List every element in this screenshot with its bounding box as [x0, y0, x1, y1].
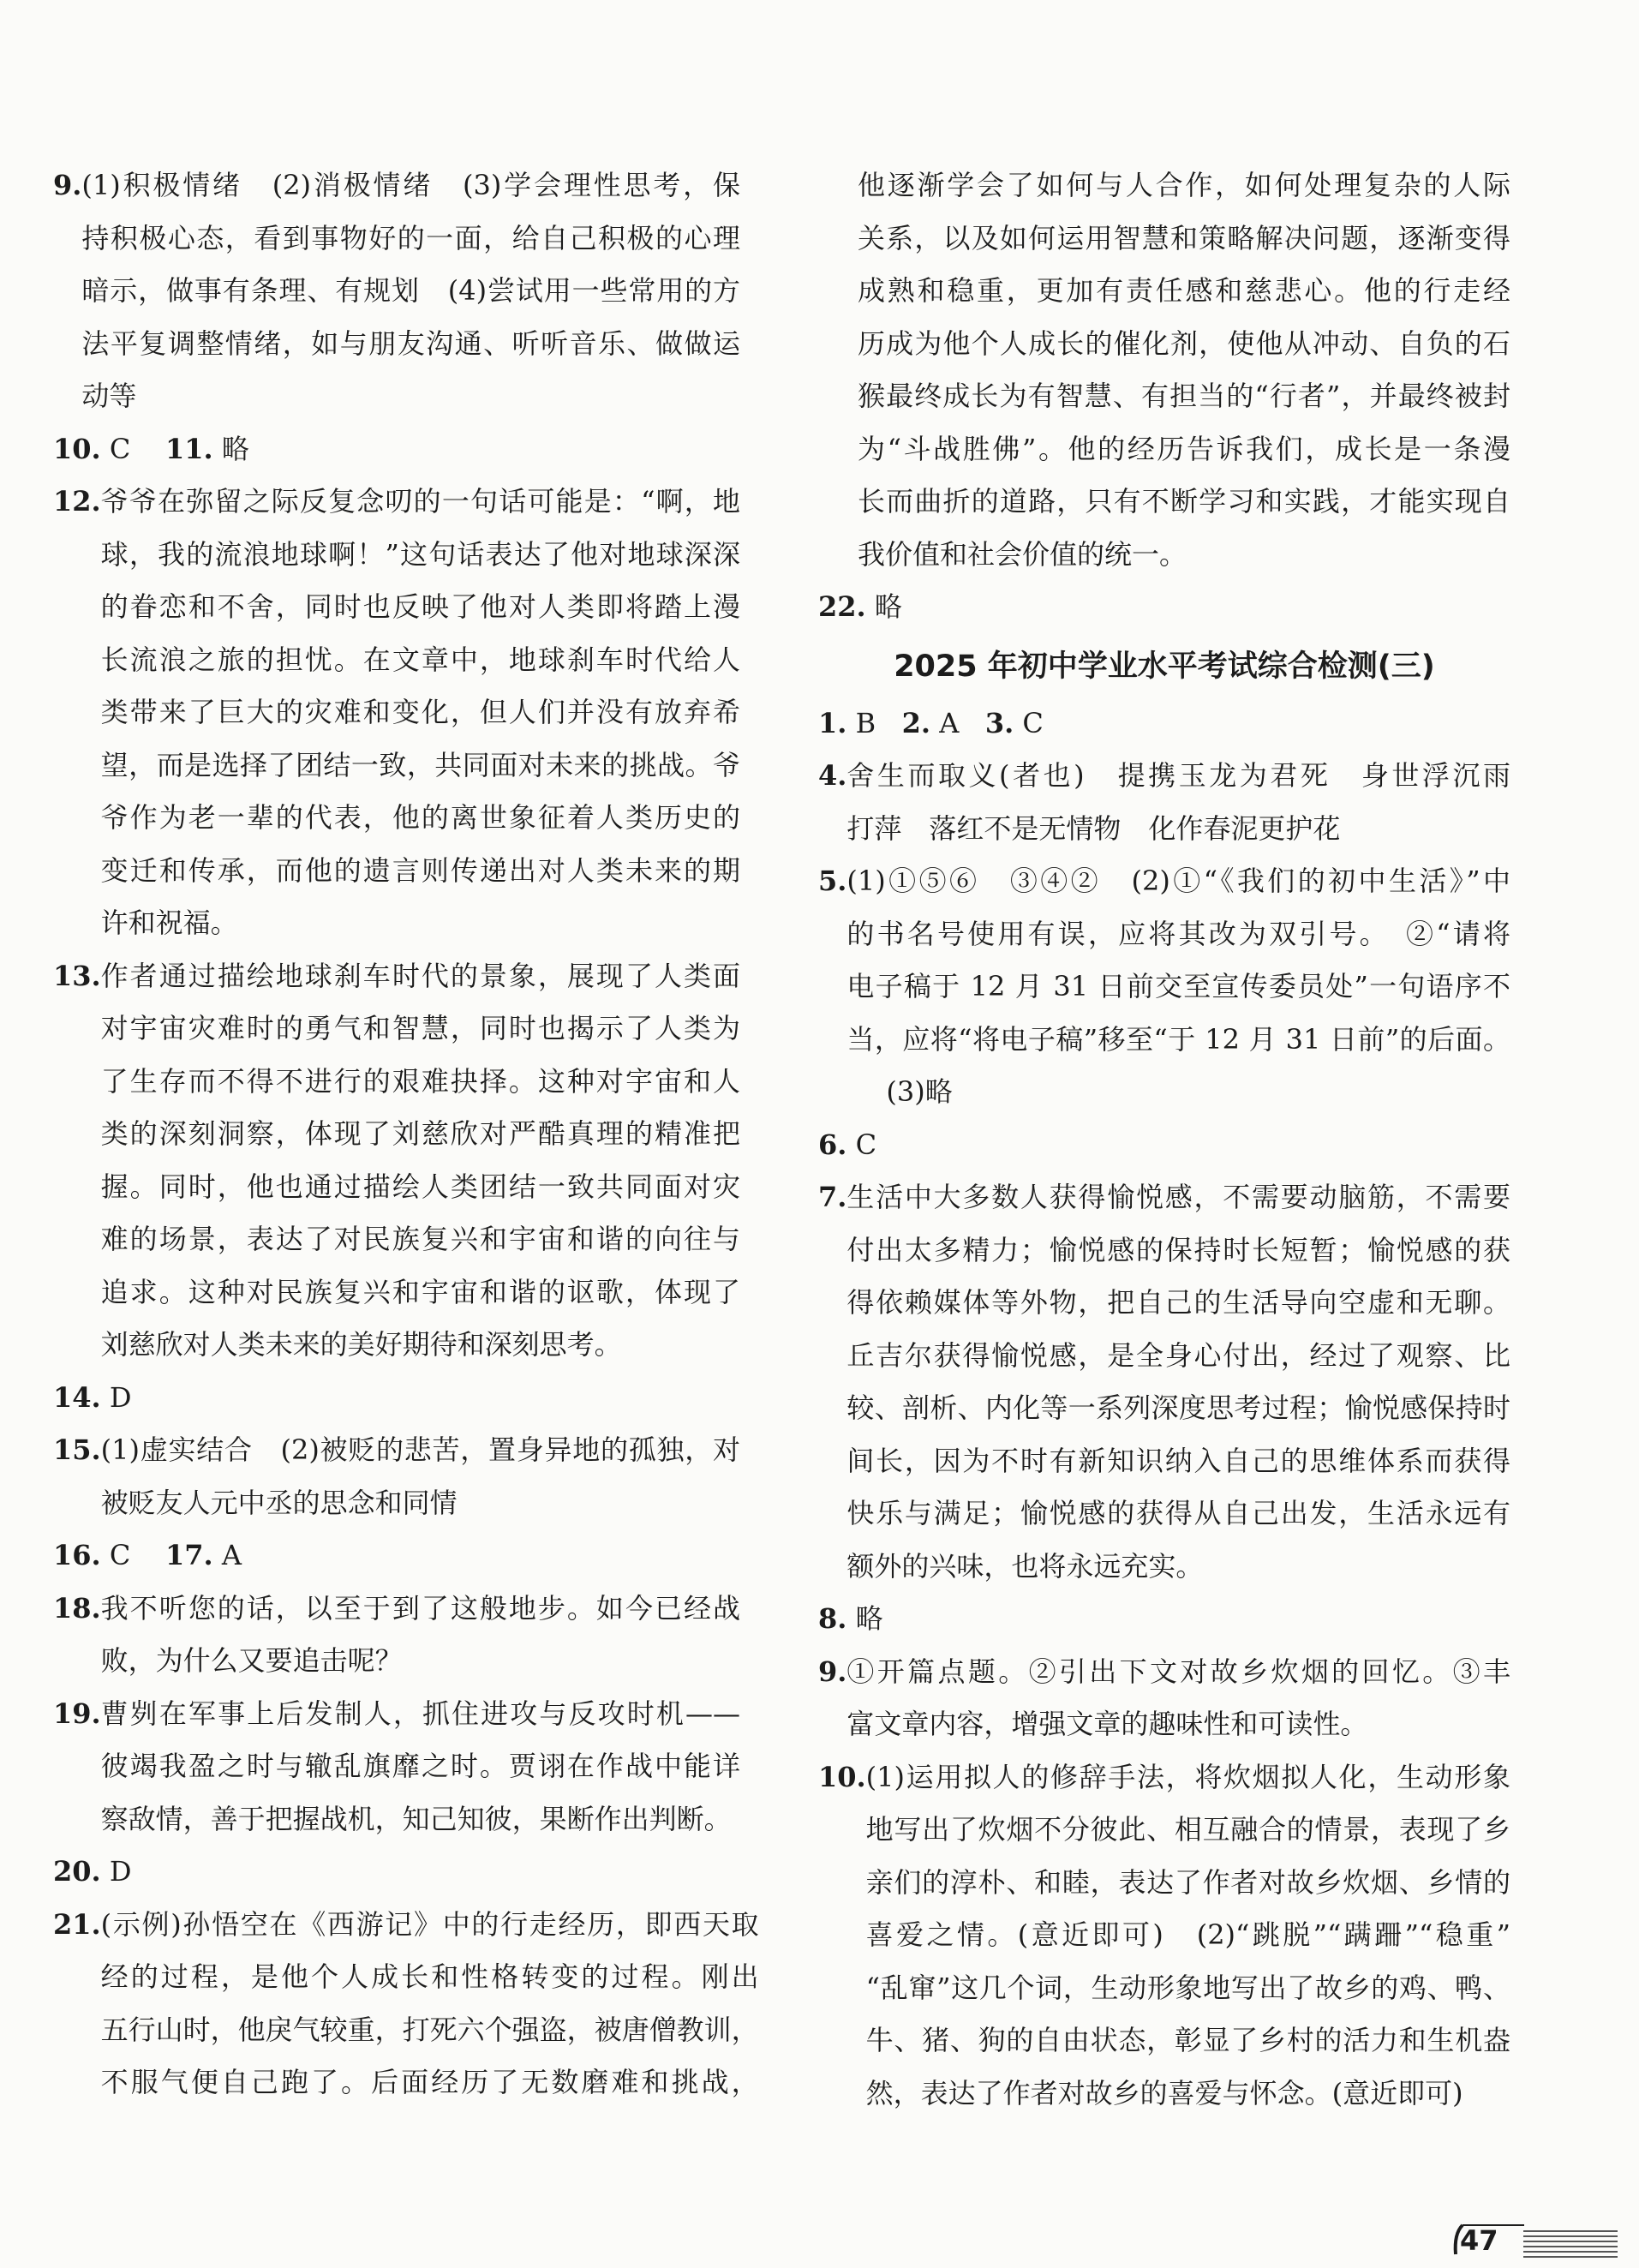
- answer-number: 13.: [53, 959, 101, 992]
- answer-10-exam3: [818, 1751, 1510, 2121]
- answer-number: 1.: [818, 706, 847, 739]
- answer-7: [818, 1171, 1510, 1593]
- answer-15: [53, 1424, 740, 1529]
- answer-number: 5.: [818, 865, 847, 897]
- answer-text: A: [939, 706, 960, 739]
- answer-number: 7.: [818, 1181, 847, 1213]
- answer-number: 10.: [818, 1760, 866, 1793]
- answer-number: 6.: [818, 1128, 847, 1161]
- answer-number: 12.: [53, 485, 101, 518]
- answer-21: [53, 1899, 759, 2109]
- answer-text: A: [221, 1539, 242, 1571]
- decorative-stripes-icon: [1523, 2228, 1618, 2260]
- page-number: 47: [1460, 2224, 1498, 2257]
- section-title: 2025 年初中学业水平考试综合检测(三): [894, 649, 1435, 684]
- answer-number: 20.: [53, 1855, 101, 1888]
- answer-text: 生活中大多数人获得愉悦感，不需要动脑筋，不需要 付出太多精力；愉悦感的保持时长短暂；愉悦感的获 得依赖媒体等外物，把自己的生活导向空虚和无聊。 丘吉尔获得愉悦感，是全身心付出，经过了观察、比 较、剖析、内化等一系列深度思考过程；愉悦感保持时 间长，因为不时有新知识纳入自己的思维体系而获得 快乐与满足；愉悦感的获得从自己出发，生活永远有 额外的兴味，也将永远充实。: [846, 1181, 1510, 1583]
- answer-text: 爷爷在弥留之际反复念叨的一句话可能是：“啊，地 球，我的流浪地球啊！”这句话表达了他对地球深深 的眷恋和不舍，同时也反映了他对人类即将踏上漫 长流浪之旅的担忧。在文章中，地球刹车时代给人 类带来了巨大的灾难和变化，但人们并没有放弃希 望，而是选择了团结一致，共同面对未来的挑战。爷 爷作为老一辈的代表，他的离世象征着人类历史的 变迁和传承，而他的遗言则传递出对人类未来的期 许和祝福。: [100, 485, 740, 939]
- answer-13: [53, 950, 740, 1372]
- answer-number: 10.: [53, 432, 101, 465]
- answer-4: [818, 750, 1510, 855]
- answer-10-11: [53, 423, 740, 476]
- answer-number: 21.: [53, 1907, 101, 1941]
- answer-text: 略: [221, 432, 249, 465]
- answer-text: 我不听您的话，以至于到了这般地步。如今已经战 败，为什么又要追击呢？: [100, 1591, 740, 1677]
- answer-text: 曹刿在军事上后发制人，抓住进攻与反攻时机—— 彼竭我盈之时与辙乱旗靡之时。贾诩在作战中能详 察敌情，善于把握战机，知己知彼，果断作出判断。: [100, 1697, 740, 1835]
- answer-text: 作者通过描绘地球刹车时代的景象，展现了人类面 对宇宙灾难时的勇气和智慧，同时也揭示了人类为 了生存而不得不进行的艰难抉择。这种对宇宙和人 类的深刻洞察，体现了刘慈欣对严酷真理的精准把 握。同时，他也通过描绘人类团结一致共同面对灾 难的场景，表达了对民族复兴和宇宙和谐的向往与 追求。这种对民族复兴和宇宙和谐的讴歌，体现了 刘慈欣对人类未来的美好期待和深刻思考。: [100, 959, 740, 1361]
- answer-8: [818, 1593, 1510, 1646]
- answer-16-17: [53, 1529, 740, 1583]
- answer-text: ①开篇点题。②引出下文对故乡炊烟的回忆。③丰 富文章内容，增强文章的趣味性和可读性。: [846, 1655, 1510, 1740]
- answer-number: 11.: [165, 432, 213, 465]
- answer-text: 舍生而取义(者也) 提携玉龙为君死 身世浮沉雨 打萍 落红不是无情物 化作春泥更护花: [846, 759, 1510, 845]
- answer-6: [818, 1119, 1510, 1172]
- answer-number: 2.: [901, 706, 931, 739]
- answer-9: [53, 159, 740, 423]
- answer-text: C: [855, 1128, 877, 1161]
- answer-number: 9.: [818, 1655, 847, 1688]
- answer-5: [818, 855, 1510, 1119]
- answer-number: 17.: [165, 1539, 213, 1571]
- answer-text: D: [109, 1855, 132, 1888]
- answer-14: [53, 1372, 740, 1425]
- answer-number: 16.: [53, 1539, 101, 1571]
- answer-number: 18.: [53, 1591, 101, 1625]
- answer-number: 8.: [818, 1602, 847, 1635]
- answer-18: [53, 1583, 740, 1688]
- answer-number: 19.: [53, 1697, 101, 1730]
- answer-number: 15.: [53, 1433, 101, 1466]
- answer-12: [53, 476, 740, 950]
- answer-text: 略: [855, 1602, 883, 1635]
- answer-number: 4.: [818, 759, 847, 792]
- answer-22: [818, 581, 1510, 634]
- answer-21-continued: 他逐渐学会了如何与人合作，如何处理复杂的人际 关系，以及如何运用智慧和策略解决问题，逐渐变得 成熟和稳重，更加有责任感和慈悲心。他的行走经 历成为他个人成长的催化剂，使他从冲动、自负的石 猴最终成长为有智慧、有担当的“行者”，并最终被封 为“斗战胜佛”。他的经历告诉我们，成长是一条漫 长而曲折的道路，只有不断学习和实践，才能实现自 我价值和社会价值的统一。: [858, 169, 1510, 571]
- answer-text: C: [109, 1539, 131, 1571]
- answer-1-3: [818, 697, 1510, 751]
- answer-number: 9.: [53, 169, 82, 201]
- answer-19: [53, 1688, 740, 1846]
- answer-number: 22.: [818, 590, 866, 623]
- right-column: [818, 159, 1510, 2120]
- answer-text: (1)运用拟人的修辞手法，将炊烟拟人化，生动形象 地写出了炊烟不分彼此、相互融合的情景，表现了乡 亲们的淳朴、和睦，表达了作者对故乡炊烟、乡情的 喜爱之情。(意近即可) (2)“跳脱”“蹒跚”“稳重” “乱窜”这几个词，生动形象地写出了故乡的鸡、鸭、 牛、猪、狗的自由状态，彰显了乡村的活力和生机盎 然，表达了作者对故乡的喜爱与怀念。(意近即可): [865, 1760, 1510, 2109]
- answer-text: D: [109, 1380, 132, 1414]
- answer-text: (示例)孙悟空在《西游记》中的行走经历，即西天取 经的过程，是他个人成长和性格转变的过程。刚出 五行山时，他戾气较重，打死六个强盗，被唐僧教训， 不服气便自己跑了。后面经历了无数磨难和挑战，: [100, 1907, 759, 2098]
- answer-number: 14.: [53, 1380, 101, 1414]
- answer-text: (1)虚实结合 (2)被贬的悲苦，置身异地的孤独，对 被贬友人元中丞的思念和同情: [100, 1433, 740, 1519]
- answer-text: 略: [874, 590, 902, 623]
- left-column: [53, 159, 759, 2109]
- answer-9-exam3: [818, 1646, 1510, 1751]
- answer-20: [53, 1846, 740, 1899]
- answer-number: 3.: [984, 706, 1014, 739]
- answer-text: C: [109, 432, 131, 465]
- answer-text: B: [855, 706, 876, 739]
- answer-text: (1)积极情绪 (2)消极情绪 (3)学会理性思考，保 持积极心态，看到事物好的一面，给自己积极的心理 暗示，做事有条理、有规划 (4)尝试用一些常用的方 法平复调整情绪，如与朋友沟通、听听音乐、做做运 动等: [81, 169, 740, 412]
- answer-text: C: [1022, 706, 1044, 739]
- answer-text: (1)①⑤⑥ ③④② (2)①“《我们的初中生活》”中 的书名号使用有误，应将其改为双引号。 ②“请将 电子稿于 12 月 31 日前交至宣传委员处”一句语序不 当，应将“将电子稿”移至“于 12 月 31 日前”的后面。 (3)略: [846, 865, 1510, 1108]
